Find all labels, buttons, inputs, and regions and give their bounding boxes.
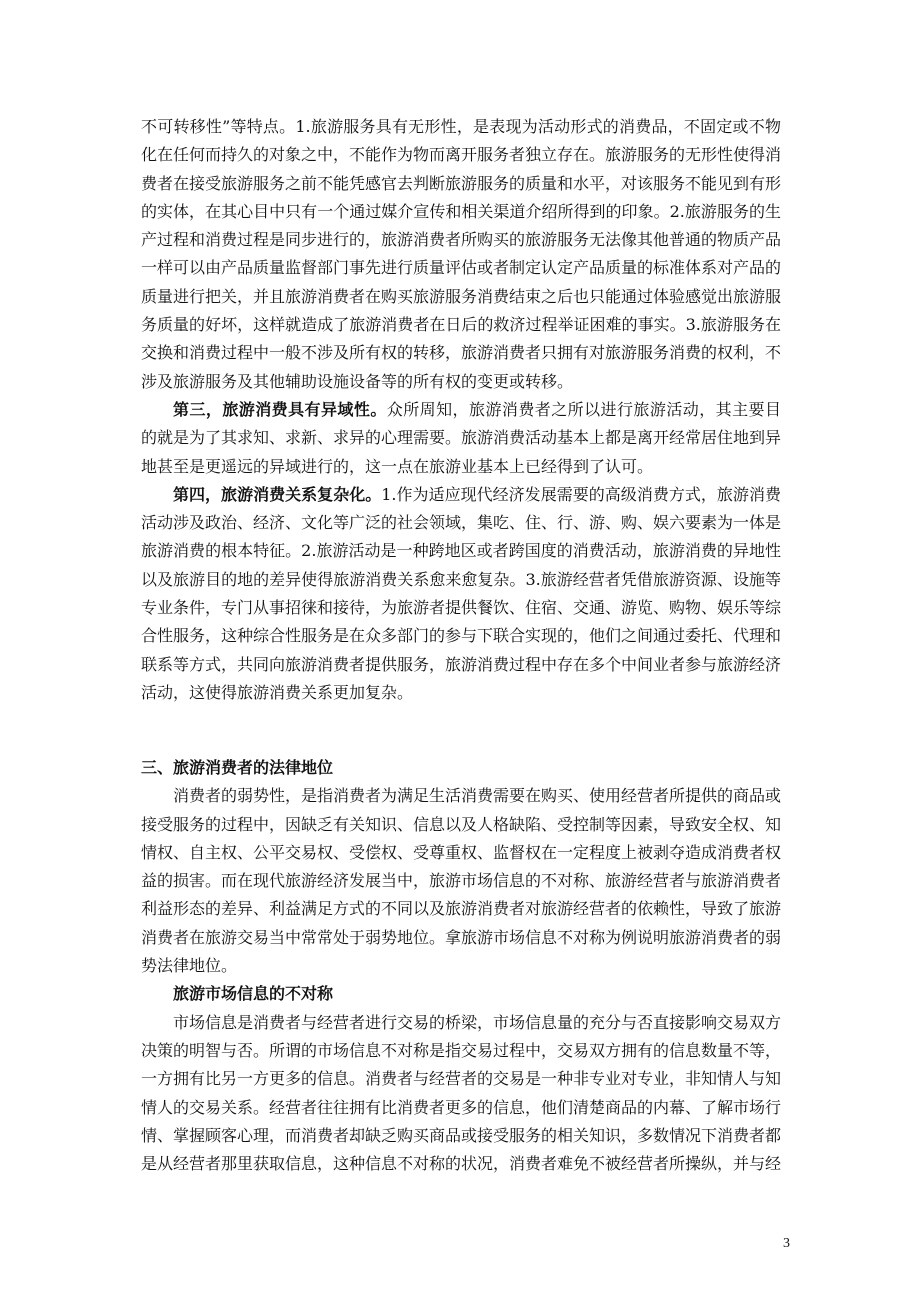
paragraph-consumer-weakness: 消费者的弱势性，是指消费者为满足生活消费需要在购买、使用经营者所提供的商品或接受服务的过程中，因缺乏有关知识、信息以及人格缺陷、受控制等因素，导致安全权、知情权、自主权、公平交易权、受偿权、受尊重权、监督权在一定程度上被剥夺造成消费者权益的损害。而在现代旅游经济发展当中，旅游市场信息的不对称、旅游经营者与旅游消费者利益形态的差异、利益满足方式的不同以及旅游消费者对旅游经营者的依赖性，导致了旅游消费者在旅游交易当中常常处于弱势地位。拿旅游市场信息不对称为例说明旅游消费者的弱势法律地位。	[141, 786, 782, 976]
body-text-top	[141, 113, 781, 707]
paragraph-third-point	[141, 396, 781, 481]
paragraph-lead: 第三，旅游消费具有异域性。	[173, 399, 387, 419]
paragraph-market-information: 市场信息是消费者与经营者进行交易的桥梁，市场信息量的充分与否直接影响交易双方决策的明智与否。所谓的市场信息不对称是指交易过程中，交易双方拥有的信息数量不等，一方拥有比另一方更多的信息。消费者与经营者的交易是一种非专业对专业，非知情人与知情人的交易关系。经营者往往拥有比消费者更多的信息，他们清楚商品的内幕、了解市场行情、掌握顾客心理，而消费者却缺乏购买商品或接受服务的相关知识，多数情况下消费者都是从经营者那里获取信息，这种信息不对称的状况，消费者难免不被经营者所操纵，并与经	[141, 1012, 782, 1174]
section-heading: 三、旅游消费者的法律地位	[141, 758, 334, 777]
paragraph-lead: 第四，旅游消费关系复杂化。	[173, 484, 382, 504]
body-text-section-three	[141, 754, 781, 1178]
paragraph-service-characteristics	[141, 113, 781, 396]
paragraph-fourth-point	[141, 481, 781, 707]
paragraph-text: 不可转移性”等特点。1.旅游服务具有无形性，是表现为活动形式的消费品，不固定或不物化在任何而持久的对象之中，不能作为物而离开服务者独立存在。旅游服务的无形性使得消费者在接受旅游服务之前不能凭感官去判断旅游服务的质量和水平，对该服务不能见到有形的实体，在其心目中只有一个通过媒介宣传和相关渠道介绍所得到的印象。2.旅游服务的生产过程和消费过程是同步进行的，旅游消费者所购买的旅游服务无法像其他普通的物质产品一样可以由产品质量监督部门事先进行质量评估或者制定认定产品质量的标准体系对产品的质量进行把关，并且旅游消费者在购买旅游服务消费结束之后也只能通过体验感觉出旅游服务质量的好坏，这样就造成了旅游消费者在日后的救济过程举证困难的事实。3.旅游服务在交换和消费过程中一般不涉及所有权的转移，旅游消费者只拥有对旅游服务消费的权利，不涉及旅游服务及其他辅助设施设备等的所有权的变更或转移。	[141, 117, 782, 391]
paragraph-text: 众所周知，旅游消费者之所以进行旅游活动，其主要目的就是为了其求知、求新、求异的心理需要。旅游消费活动基本上都是离开经常居住地到异地甚至是更遥远的异域进行的，这一点在旅游业基本上已经得到了认可。	[141, 399, 782, 476]
paragraph-text: 1.作为适应现代经济发展需要的高级消费方式，旅游消费活动涉及政治、经济、文化等广泛的社会领域，集吃、住、行、游、购、娱六要素为一体是旅游消费的根本特征。2.旅游活动是一种跨地区或者跨国度的消费活动，旅游消费的异地性以及旅游目的地的差异使得旅游消费关系愈来愈复杂。3.旅游经营者凭借旅游资源、设施等专业条件，专门从事招徕和接待，为旅游者提供餐饮、住宿、交通、游览、购物、娱乐等综合性服务，这种综合性服务是在众多部门的参与下联合实现的，他们之间通过委托、代理和联系等方式，共同向旅游消费者提供服务，旅游消费过程中存在多个中间业者参与旅游经济活动，这使得旅游消费关系更加复杂。	[141, 484, 782, 702]
page-number: 3	[783, 1236, 790, 1251]
subheading-information-asymmetry: 旅游市场信息的不对称	[173, 984, 334, 1004]
